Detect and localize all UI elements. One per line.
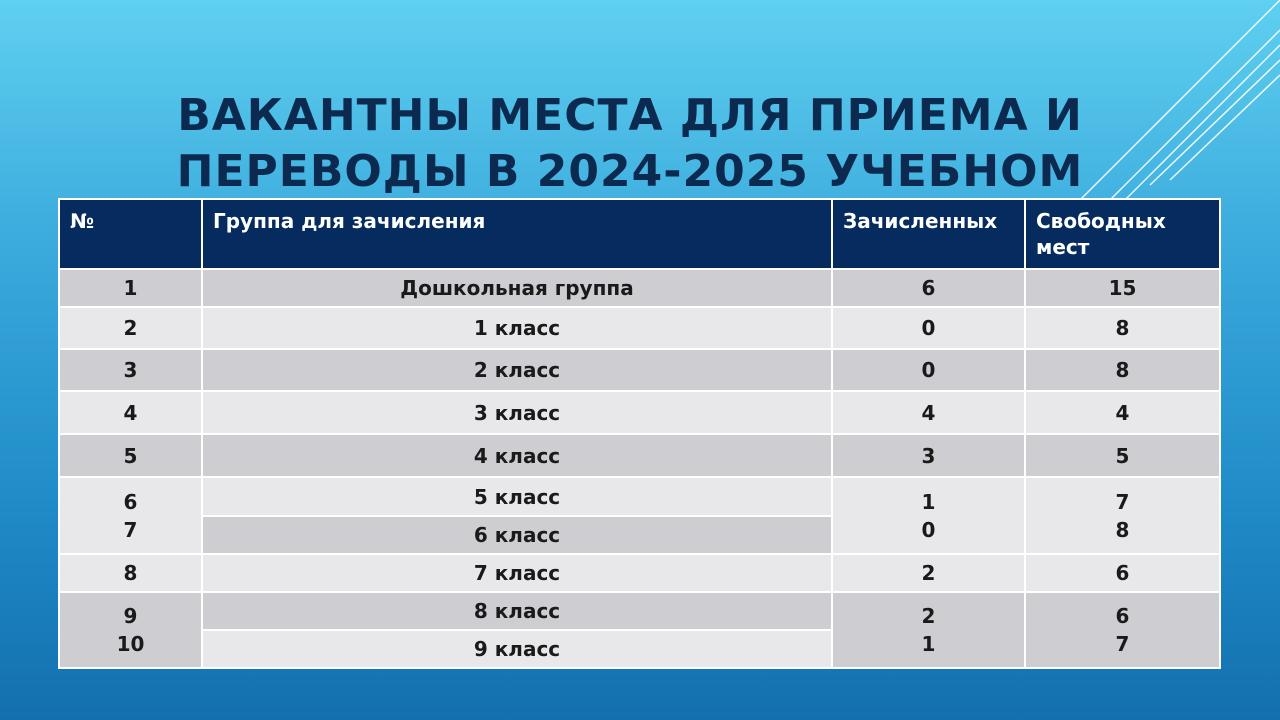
row-free-value: 6	[1115, 604, 1130, 628]
row-number-value: 6	[123, 489, 138, 514]
row-number: 5	[59, 434, 202, 477]
title-line-1: ВАКАНТНЫ МЕСТА ДЛЯ ПРИЕМА И	[177, 90, 1083, 141]
row-group: 6 класс	[202, 516, 832, 554]
row-free	[1025, 592, 1220, 668]
row-free-value: 7	[1115, 632, 1130, 656]
row-group: 4 класс	[202, 434, 832, 477]
row-enrolled-value: 1	[921, 489, 936, 514]
title-line-2: ПЕРЕВОДЫ В 2024-2025 УЧЕБНОМ	[176, 146, 1084, 197]
row-free-value: 8	[1115, 517, 1130, 542]
table-header-row	[59, 199, 1220, 269]
row-free	[1025, 477, 1220, 554]
row-free: 4	[1025, 391, 1220, 434]
row-enrolled	[832, 477, 1025, 554]
row-group: 5 класс	[202, 477, 832, 516]
row-enrolled: 0	[832, 307, 1025, 349]
row-group: Дошкольная группа	[202, 269, 832, 307]
table-row	[59, 349, 1220, 391]
table-row	[59, 391, 1220, 434]
row-group: 8 класс	[202, 592, 832, 630]
header-enrolled: Зачисленных	[832, 199, 1025, 269]
row-group: 3 класс	[202, 391, 832, 434]
table-row	[59, 307, 1220, 349]
table-row	[59, 592, 1220, 630]
table-row	[59, 434, 1220, 477]
row-group: 2 класс	[202, 349, 832, 391]
table-row	[59, 269, 1220, 307]
row-number: 4	[59, 391, 202, 434]
row-enrolled: 4	[832, 391, 1025, 434]
row-free: 5	[1025, 434, 1220, 477]
row-number	[59, 592, 202, 668]
row-number-value: 10	[116, 632, 145, 656]
row-number: 3	[59, 349, 202, 391]
row-enrolled-value: 2	[921, 604, 936, 628]
table-row	[59, 554, 1220, 592]
row-number: 1	[59, 269, 202, 307]
header-number: №	[59, 199, 202, 269]
row-enrolled: 3	[832, 434, 1025, 477]
row-enrolled: 2	[832, 554, 1025, 592]
row-free: 15	[1025, 269, 1220, 307]
row-group: 7 класс	[202, 554, 832, 592]
row-enrolled: 6	[832, 269, 1025, 307]
header-group: Группа для зачисления	[202, 199, 832, 269]
row-group: 9 класс	[202, 630, 832, 668]
row-enrolled-value: 0	[921, 517, 936, 542]
row-number-value: 7	[123, 517, 138, 542]
row-group: 1 класс	[202, 307, 832, 349]
row-enrolled: 0	[832, 349, 1025, 391]
vacancy-table	[58, 198, 1221, 669]
row-free-value: 7	[1115, 489, 1130, 514]
header-free-places: Свободных мест	[1025, 199, 1220, 269]
row-enrolled	[832, 592, 1025, 668]
row-number-value: 9	[123, 604, 138, 628]
row-free: 8	[1025, 307, 1220, 349]
row-free: 6	[1025, 554, 1220, 592]
row-enrolled-value: 1	[921, 632, 936, 656]
row-number: 2	[59, 307, 202, 349]
row-number	[59, 477, 202, 554]
row-free: 8	[1025, 349, 1220, 391]
table-row	[59, 477, 1220, 516]
row-number: 8	[59, 554, 202, 592]
